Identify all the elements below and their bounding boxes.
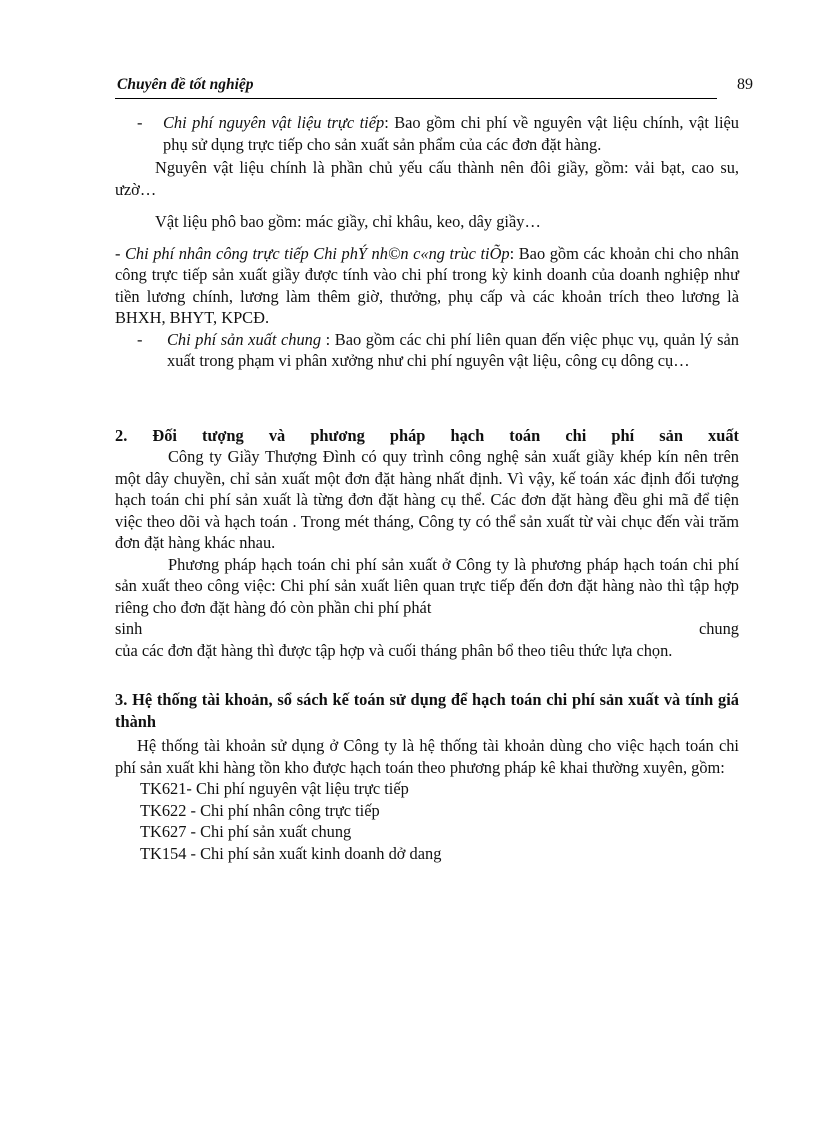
bullet-dash: - bbox=[137, 329, 143, 349]
cost-item-overhead bbox=[115, 329, 739, 372]
cost-item-text bbox=[163, 112, 739, 155]
word-right: chung bbox=[698, 619, 739, 638]
cost-item-label: Chi phí sản xuất chung bbox=[167, 329, 322, 349]
account-list bbox=[115, 778, 739, 864]
paragraph-section2-1: Công ty Giầy Thượng Đình có quy trình công nghệ sản xuất giầy khép kín nên trên một dây chuyền, chỉ sản xuất một đơn đặt hàng nhất định. Vì vậy, kế toán xác định đối tượng hạch toán chi phí sản xuất là từng đơn đặt hàng cụ thể. Các đơn đặt hàng đều ghi mã để tiện việc theo dõi và hạch toán . Trong mét tháng, Công ty có thể sản xuất từ vài chục đến vài trăm đơn đặt hàng khác nhau. bbox=[115, 447, 739, 552]
cost-item-labor bbox=[115, 243, 739, 329]
header-title: Chuyên đề tốt nghiệp bbox=[117, 76, 254, 93]
section-heading-2: 2. Đối tượng và phương pháp hạch toán chi phí sản xuất bbox=[115, 425, 739, 445]
cost-item-description: : Bao gồm các chi phí liên quan đến việc phục vụ, quản lý sản xuất trong phạm vi phân xưởng như chi phí nguyên vật liệu, công cụ dông cụ… bbox=[167, 329, 740, 370]
page-number: 89 bbox=[737, 76, 753, 93]
account-item: TK621- Chi phí nguyên vật liệu trực tiếp bbox=[140, 779, 409, 798]
cost-item-text bbox=[167, 329, 739, 372]
page-content bbox=[115, 112, 739, 864]
account-item: TK627 - Chi phí sản xuất chung bbox=[140, 822, 352, 841]
cost-item-materials bbox=[115, 112, 739, 155]
account-item: TK154 - Chi phí sản xuất kinh doanh dở dang bbox=[140, 843, 442, 863]
justified-line bbox=[115, 618, 739, 640]
cost-item-label: - Chi phí nhân công trực tiếp Chi phÝ nh©n c«ng trùc tiÕp bbox=[115, 243, 510, 263]
paragraph-auxiliary-materials: Vật liệu phô bao gồm: mác giầy, chỉ khâu, keo, dây giầy… bbox=[155, 212, 541, 231]
page-header bbox=[115, 74, 717, 99]
paragraph-section2-2-end: của các đơn đặt hàng thì được tập hợp và cuối tháng phân bổ theo tiêu thức lựa chọn. bbox=[115, 640, 673, 660]
bullet-dash: - bbox=[137, 113, 143, 132]
cost-item-description: : Bao gồm chi phí về nguyên vật liệu chính, vật liệu phụ sử dụng trực tiếp cho sản xuất sản phẩm của các đơn đặt hàng. bbox=[163, 113, 740, 154]
section-heading-3: 3. Hệ thống tài khoản, sổ sách kế toán sử dụng để hạch toán chi phí sản xuất và tính giá thành bbox=[115, 690, 739, 731]
paragraph-section3: Hệ thống tài khoản sử dụng ở Công ty là hệ thống tài khoản dùng cho việc hạch toán chi phí sản xuất khi hàng tồn kho được hạch toán theo phương pháp kê khai thường xuyên, gồm: bbox=[115, 736, 739, 777]
word-left: sinh bbox=[115, 619, 143, 638]
cost-item-description: : Bao gồm các khoản chi cho nhân công trực tiếp sản xuất giầy được tính vào chi phí trong kỳ kinh doanh của doanh nghiệp như tiền lương chính, lương làm thêm giờ, thưởng, phụ cấp và các khoản trích theo lương là BHXH, BHYT, KPCĐ. bbox=[115, 243, 739, 327]
paragraph-main-materials: Nguyên vật liệu chính là phần chủ yếu cấu thành nên đôi giầy, gồm: vải bạt, cao su, ưzờ… bbox=[115, 158, 739, 199]
account-item: TK622 - Chi phí nhân công trực tiếp bbox=[140, 800, 380, 820]
paragraph-section2-2: Phương pháp hạch toán chi phí sản xuất ở Công ty là phương pháp hạch toán chi phí sản xuất theo công việc: Chi phí sản xuất liên quan trực tiếp đến đơn đặt hàng nào thì tập hợp riêng cho đơn đặt hàng đó còn phần chi phí phát bbox=[115, 554, 739, 617]
cost-item-label: Chi phí nguyên vật liệu trực tiếp bbox=[163, 113, 385, 132]
